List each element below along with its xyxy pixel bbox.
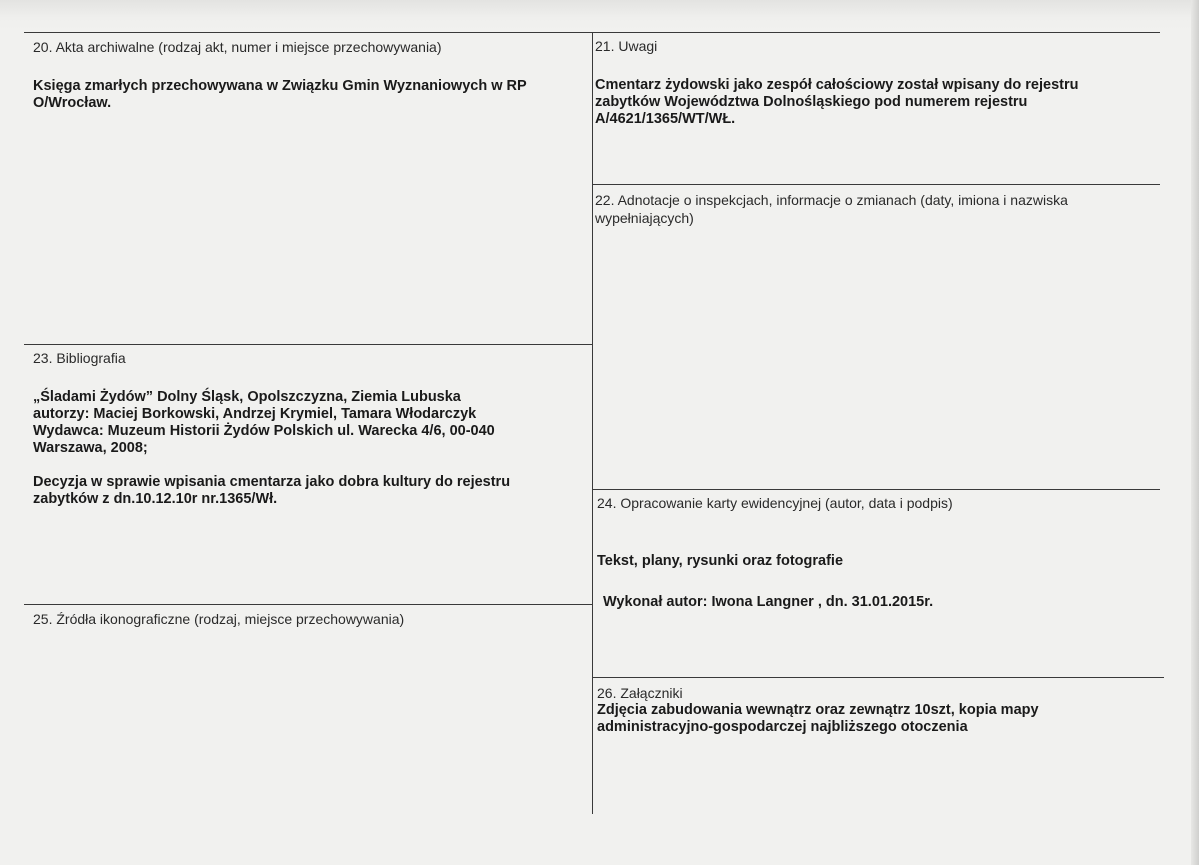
section-24-line1: Tekst, plany, rysunki oraz fotografie [597, 553, 844, 569]
section-26-label: 26. Załączniki [597, 685, 683, 701]
section-25-label: 25. Źródła ikonograficzne (rodzaj, miejsce przechowywania) [33, 611, 405, 627]
section-22-label: 22. Adnotacje o inspekcjach, informacje o zmianach (daty, imiona i nazwiska wypełniających) [595, 192, 1068, 226]
divider-20-23 [24, 344, 592, 345]
divider-24-26 [592, 677, 1164, 678]
section-21-content: Cmentarz żydowski jako zespół całościowy został wpisany do rejestru zabytków Województwa Dolnośląskiego pod numerem rejestru A/4621/1365/WT/WŁ. [595, 77, 1079, 127]
bibliography-line: „Śladami Żydów” Dolny Śląsk, Opolszczyzna, Ziemia Lubuska [33, 389, 461, 405]
registry-decision: Decyzja w sprawie wpisania cmentarza jako dobra kultury do rejestru zabytków z dn.10.12.10r nr.1365/Wł. [33, 474, 511, 507]
divider-21-22 [592, 184, 1160, 185]
section-20-label: 20. Akta archiwalne (rodzaj akt, numer i miejsce przechowywania) [33, 39, 442, 55]
section-26-content: Zdjęcia zabudowania wewnątrz oraz zewnątrz 10szt, kopia mapy administracyjno-gospodarczej najbliższego otoczenia [597, 702, 1039, 735]
section-23-label: 23. Bibliografia [33, 350, 126, 366]
section-24-author: Wykonał autor: Iwona Langner , dn. 31.01.2015r. [603, 594, 934, 610]
section-20-content: Księga zmarłych przechowywana w Związku Gmin Wyznaniowych w RP O/Wrocław. [33, 78, 527, 111]
bibliography-line: Wydawca: Muzeum Historii Żydów Polskich ul. Warecka 4/6, 00-040 [33, 423, 495, 439]
section-23-bibliography [33, 389, 588, 508]
center-divider [592, 32, 593, 814]
section-21-label: 21. Uwagi [595, 38, 658, 54]
section-24-label: 24. Opracowanie karty ewidencyjnej (autor, data i podpis) [597, 495, 953, 511]
divider-23-25 [24, 604, 592, 605]
bibliography-line: autorzy: Maciej Borkowski, Andrzej Krymiel, Tamara Włodarczyk [33, 406, 477, 422]
scan-edge-top [0, 0, 1199, 30]
bibliography-line: Warszawa, 2008; [33, 440, 148, 456]
divider-22-24 [592, 489, 1160, 490]
scan-edge-right [1191, 0, 1199, 865]
